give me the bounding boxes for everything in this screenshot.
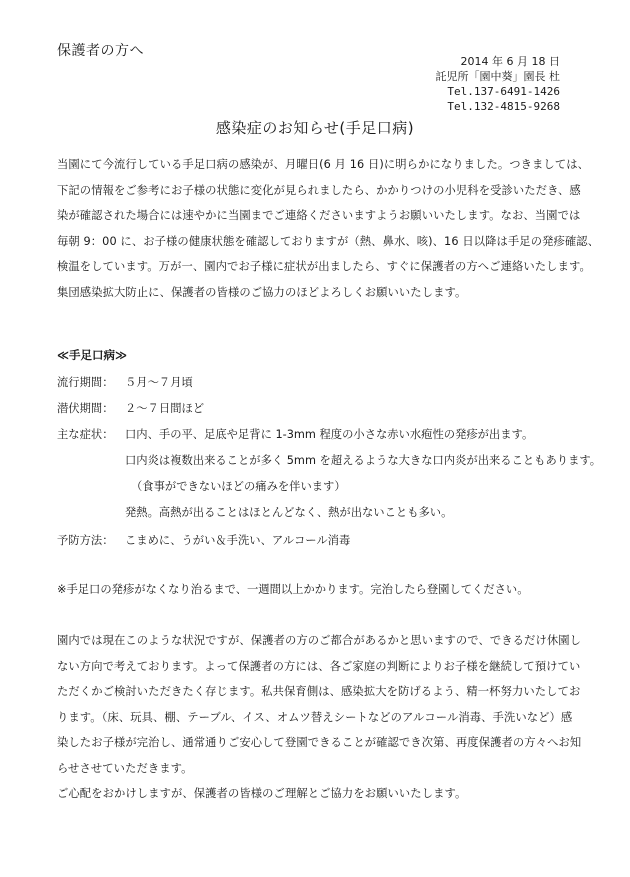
incubation-row [57,399,204,419]
prevention-label: 予防方法： [57,534,114,547]
intro-line: 検温をしています。万が一、園内でお子様に症状が出ましたら、すぐに保護者の方へご連絡いたします。 [57,260,591,273]
intro-line: 集団感染拡大防止に、保護者の皆様のご協力のほどよろしくお願いいたします。 [57,285,467,299]
disease-heading: ≪手足口病≫ [57,348,128,362]
closing-line: 染したお子様が完治し、通常通りご安心して登園できることが確認でき次第、再度保護者の方々へお知 [57,736,582,749]
symptom-item: 発熱。高熱が出ることはほとんどなく、熱が出ないことも多い。 [125,506,453,519]
prevention-row [57,531,350,551]
closing-line: らせさせていただきます。 [57,761,193,775]
phone-number-1: Tel.137-6491-1426 [447,85,560,98]
closing-paragraph [57,628,582,807]
intro-line: 下記の情報をご参考にお子様の状態に変化が見られましたら、かかりつけの小児科を受診いただき、感 [57,183,581,197]
date: 2014 年 6 月 18 日 [460,55,560,68]
incubation-value: ２～７日間ほど [125,402,205,415]
closing-line: ります。（床、玩具、棚、テーブル、イス、オムツ替えシートなどのアルコール消毒、手洗いなど）感 [57,710,573,724]
symptom-item: （食事ができないほどの痛みを伴います） [131,480,346,493]
symptoms-label: 主な症状： [57,428,114,441]
symptom-item: 口内、手の平、足底や足背に 1-3mm 程度の小さな赤い水疱性の発疹が出ます。 [125,428,534,441]
closing-line: ない方向で考えております。よって保護者の方には、各ご家庭の判断によりお子様を継続して預けてい [57,659,581,673]
intro-line: 毎朝 9：00 に、お子様の健康状態を確認しておりますが（熱、鼻水、咳)、16 日以降は手足の発疹確認、 [57,234,600,248]
document-title: 感染症のお知らせ(手足口病) [215,119,415,137]
prevention-value: こまめに、うがい＆手洗い、アルコール消毒 [125,534,351,547]
intro-paragraph [57,152,600,305]
addressee: 保護者の方へ [57,43,144,59]
period-value: ５月～７月頃 [125,376,193,389]
period-label: 流行期間： [57,376,114,389]
phone-number-2: Tel.132-4815-9268 [447,100,560,113]
period-row [57,373,193,393]
incubation-label: 潜伏期間： [57,402,114,415]
intro-line: 染が確認された場合には速やかに当園までご連絡くださいますようお願いいたします。なお、当園では [57,209,581,222]
closing-line: ただくかご検討いただきたく存じます。私共保育側は、感染拡大を防げるよう、精一杯努力いたしてお [57,685,581,698]
closing-line: 園内では現在このような状況ですが、保護者の方のご都合があるかと思いますので、できるだけ休園し [57,634,582,647]
symptom-item: 口内炎は複数出来ることが多く 5mm を超えるような大きな口内炎が出来ることもあります。 [125,454,602,467]
sender-name: 託児所「園中葵」園長 杜 [435,70,560,83]
intro-line: 当園にて今流行している手足口病の感染が、月曜日(6 月 16 日)に明らかになりました。つきましては、 [57,158,590,171]
recovery-note: ※手足口の発疹がなくなり治るまで、一週間以上かかります。完治したら登園してください。 [57,583,529,596]
closing-line: ご心配をおかけしますが、保護者の皆様のご理解とご協力をお願いいたします。 [57,787,467,800]
sender-block [436,54,561,114]
symptoms-row [57,425,533,445]
